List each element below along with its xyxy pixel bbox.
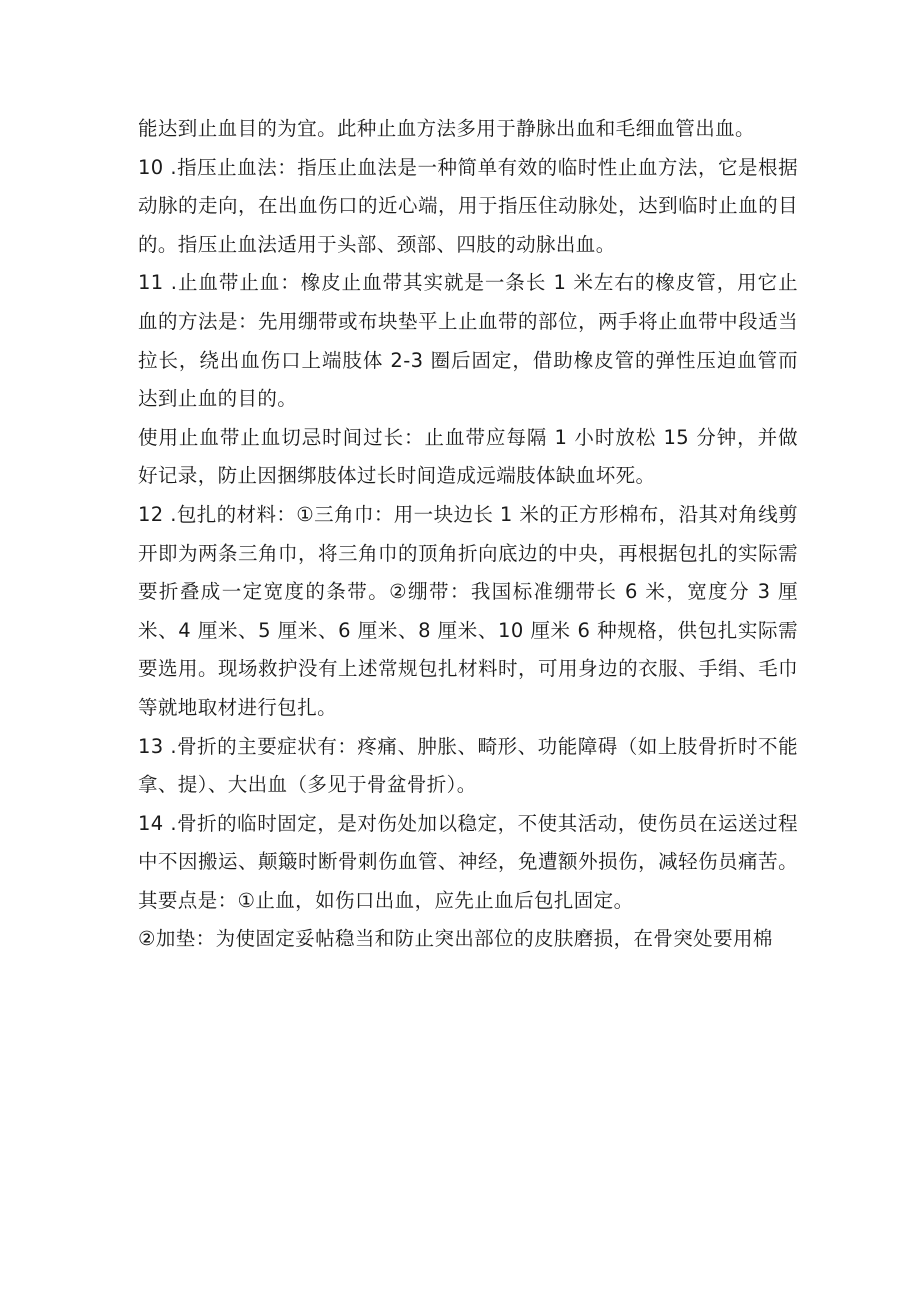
document-body	[138, 110, 798, 959]
paragraph-padding: ②加垫：为使固定妥帖稳当和防止突出部位的皮肤磨损，在骨突处要用棉	[138, 927, 773, 951]
paragraph-fracture-fixation: 14 .骨折的临时固定，是对伤处加以稳定，不使其活动，使伤员在运送过程中不因搬运、颠簸时断骨刺伤血管、神经，免遭额外损伤，减轻伤员痛苦。其要点是：①止血，如伤口出血，应先止血后包扎固定。	[138, 811, 798, 912]
paragraph-hemostasis-tail: 能达到止血目的为宜。此种止血方法多用于静脉出血和毛细血管出血。	[138, 117, 755, 140]
paragraph-fracture-symptoms: 13 .骨折的主要症状有：疼痛、肿胀、畸形、功能障碍（如上肢骨折时不能拿、提）、大出血（多见于骨盆骨折）。	[138, 734, 798, 797]
paragraph-tourniquet: 11 .止血带止血：橡皮止血带其实就是一条长 1 米左右的橡皮管，用它止血的方法是：先用绷带或布块垫平上止血带的部位，两手将止血带中段适当拉长，绕出血伤口上端肢体 2-3 圈后固定，借助橡皮管的弹性压迫血管而达到止血的目的。	[138, 271, 798, 411]
paragraph-bandage-materials: 12 .包扎的材料：①三角巾：用一块边长 1 米的正方形棉布，沿其对角线剪开即为两条三角巾，将三角巾的顶角折向底边的中央，再根据包扎的实际需要折叠成一定宽度的条带。②绷带：我国标准绷带长 6 米，宽度分 3 厘米、4 厘米、5 厘米、6 厘米、8 厘米、10 厘米 6 种规格，供包扎实际需要选用。现场救护没有上述常规包扎材料时，可用身边的衣服、手绢、毛巾等就地取材进行包扎。	[138, 502, 798, 719]
paragraph-finger-pressure: 10 .指压止血法：指压止血法是一种简单有效的临时性止血方法，它是根据动脉的走向，在出血伤口的近心端，用于指压住动脉处，达到临时止血的目的。指压止血法适用于头部、颈部、四肢的动脉出血。	[138, 155, 798, 256]
paragraph-tourniquet-caution: 使用止血带止血切忌时间过长：止血带应每隔 1 小时放松 15 分钟，并做好记录，防止因捆绑肢体过长时间造成远端肢体缺血坏死。	[138, 425, 798, 488]
